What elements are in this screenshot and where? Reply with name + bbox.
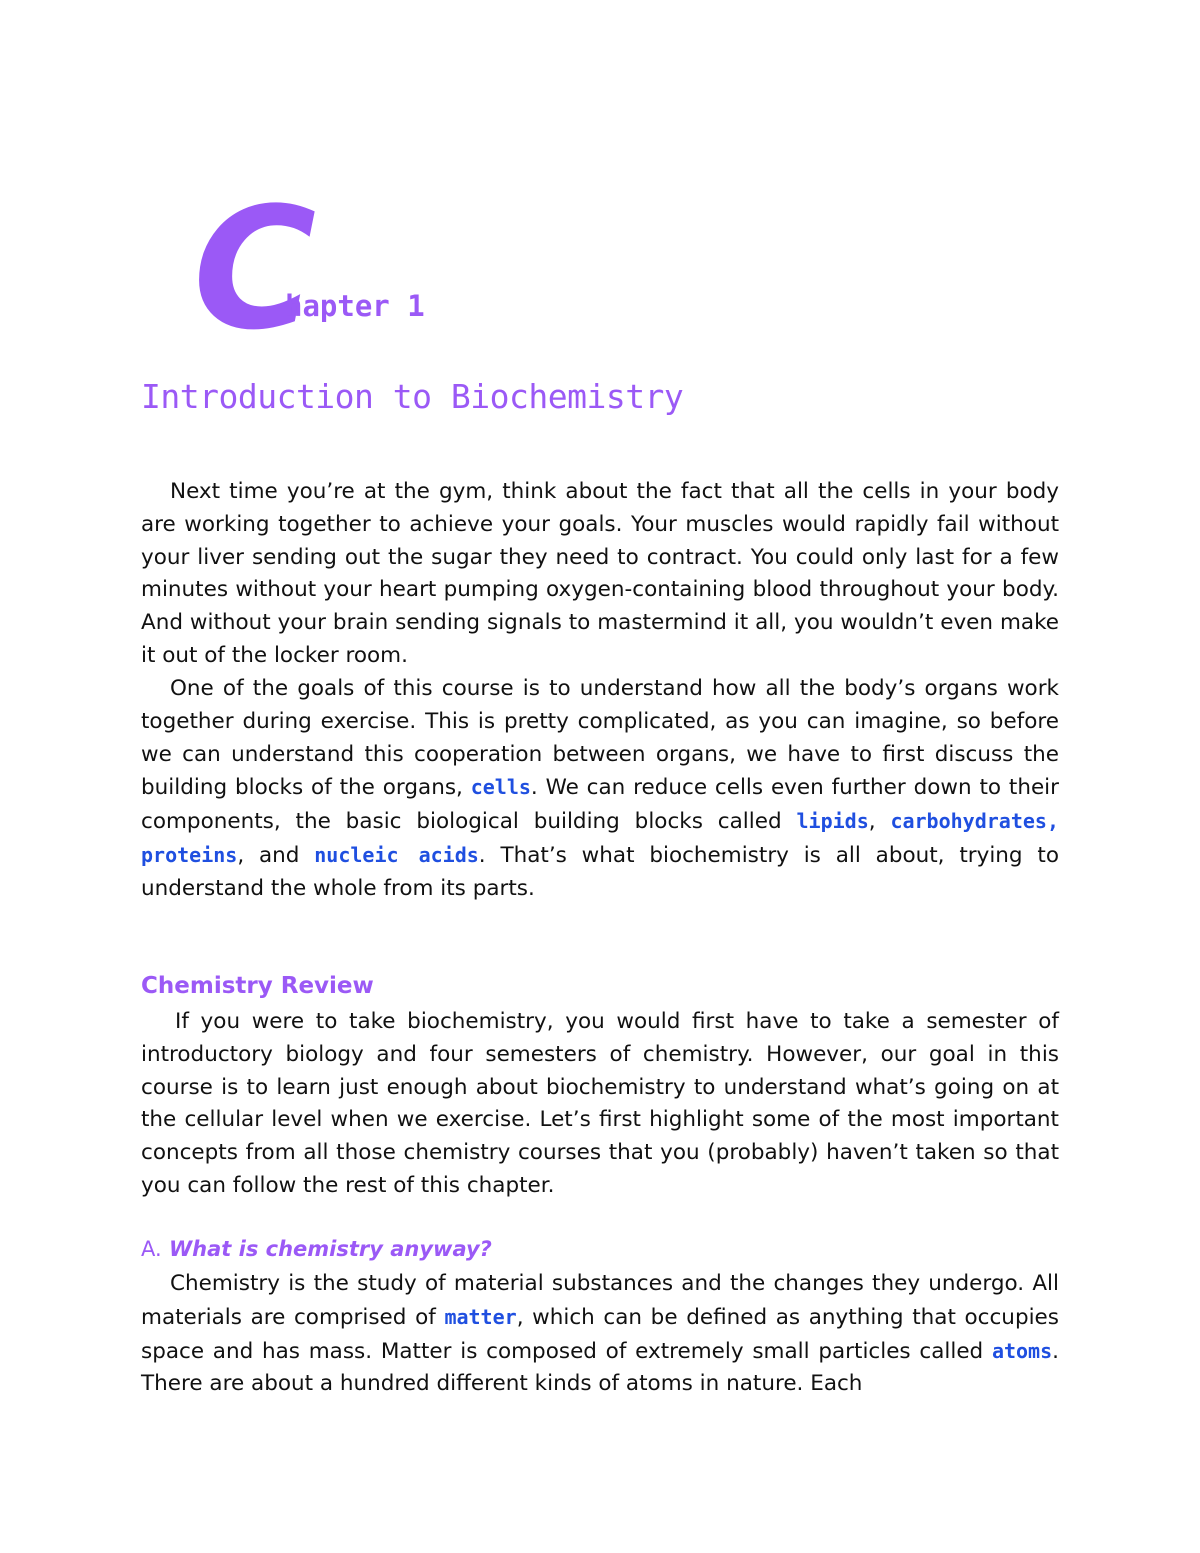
intro-paragraph-1: Next time you’re at the gym, think about the fact that all the cells in your body are working together to achieve your goals. Your muscles would rapidly fail without your liver sending out the sugar they need to contract. You could only last for a few minutes without your heart pumping oxygen-containing blood throughout your body. And without your brain sending signals to mastermind it all, you wouldn’t even make it out of the locker room. [141,479,1059,668]
chemistry-review-paragraph: If you were to take biochemistry, you would first have to take a semester of introductory biology and four semesters of chemistry. However, our goal in this course is to learn just enough about biochemistry to understand what’s going on at the cellular level when we exercise. Let’s first highlight some of the most important concepts from all those chemistry courses that you (probably) haven’t taken so that you can follow the rest of this chapter. [141,1009,1059,1198]
subsection-heading-a [141,1237,492,1261]
section-a-paragraph: Chemistry is the study of material substances and the changes they undergo. All materials are comprised of matter, which can be defined as anything that occupies space and has mass. Matter is composed of extremely small particles called atoms. There are about a hundred different kinds of atoms in nature. Each [141,1271,1059,1397]
section-heading-chemistry-review: Chemistry Review [141,973,374,999]
intro-paragraph-2: One of the goals of this course is to understand how all the body’s organs work together during exercise. This is pretty complicated, as you can imagine, so before we can understand this cooperation between organs, we have to first discuss the building blocks of the organs, cells. We can reduce cells even further down to their components, the basic biological building blocks called lipids, carbohydrates, proteins, and nucleic acids. That’s what biochemistry is all about, trying to understand the whole from its parts. [141,676,1060,901]
chapter-heading [193,171,793,367]
term-lipids: lipids [796,809,869,834]
chapter-drop-cap: C [193,171,317,367]
subsection-label: A. [141,1237,162,1261]
term-proteins: proteins [141,842,238,867]
term-matter: matter [444,1304,517,1329]
term-cells: cells [470,775,531,800]
subsection-title: What is chemistry anyway? [168,1237,492,1261]
chapter-title: Introduction to Biochemistry [141,377,684,416]
term-nucleic-acids: nucleic acids [314,842,479,867]
chapter-number: hapter 1 [285,289,425,323]
term-atoms: atoms [991,1338,1053,1363]
term-carbohydrates: carbohydrates, [890,809,1060,834]
